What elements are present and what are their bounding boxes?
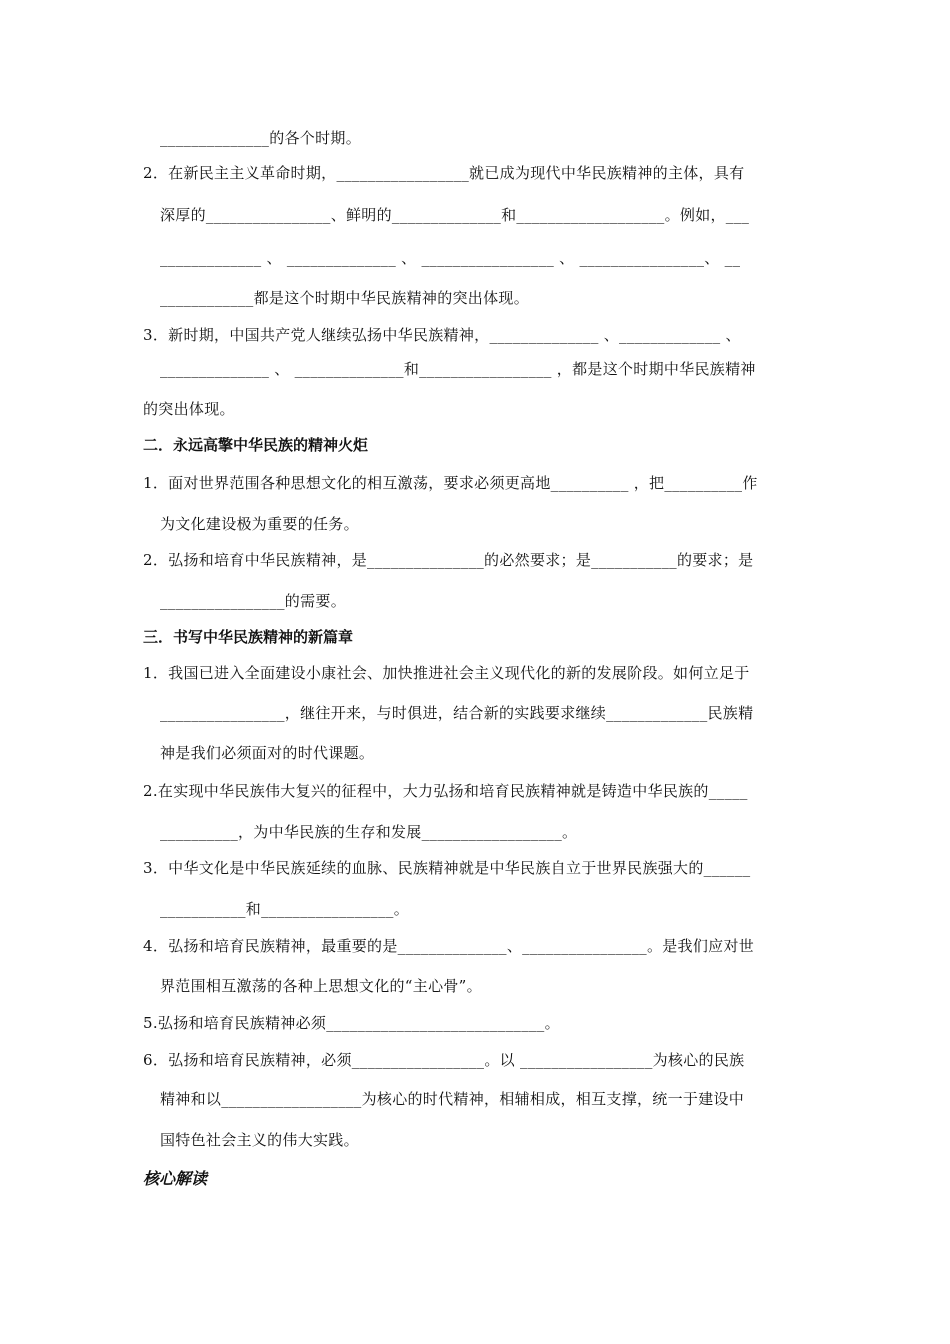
text-line: 2.在实现中华民族伟大复兴的征程中，大力弘扬和培育民族精神就是铸造中华民族的_____: [143, 782, 748, 800]
text-line: ________________，继往开来，与时俱进，结合新的实践要求继续_____________民族精: [160, 704, 754, 722]
text-line: 深厚的________________、鲜明的______________和___________________。例如，___: [160, 206, 750, 224]
section-heading-3: 三．书写中华民族精神的新篇章: [143, 628, 354, 646]
text-line: 6．弘扬和培育民族精神，必须_________________。以 _________________为核心的民族: [143, 1051, 745, 1069]
text-line: 精神和以__________________为核心的时代精神，相辅相成，相互支撑，统一于建设中: [160, 1090, 745, 1108]
text-line: 为文化建设极为重要的任务。: [160, 515, 359, 533]
text-line: 的突出体现。: [143, 400, 235, 418]
text-line: 国特色社会主义的伟大实践。: [160, 1131, 359, 1149]
text-line: __________，为中华民族的生存和发展__________________。: [160, 823, 578, 841]
text-line: 界范围相互激荡的各种上思想文化的“主心骨”。: [160, 977, 482, 995]
text-line: 3．新时期，中国共产党人继续弘扬中华民族精神，______________ 、_____________ 、: [143, 326, 741, 344]
text-line: _____________ 、 ______________ 、 _________________ 、 ________________、 __: [160, 249, 741, 267]
text-line: 2．在新民主主义革命时期，_________________就已成为现代中华民族精神的主体，具有: [143, 164, 745, 182]
text-line: 4．弘扬和培育民族精神，最重要的是______________、________________。是我们应对世: [143, 937, 755, 955]
core-interpretation-title: 核心解读: [143, 1169, 208, 1188]
text-line: 5.弘扬和培育民族精神必须____________________________。: [143, 1014, 560, 1032]
text-line: ____________都是这个时期中华民族精神的突出体现。: [160, 289, 530, 307]
text-line: 1．我国已进入全面建设小康社会、加快推进社会主义现代化的新的发展阶段。如何立足于: [143, 664, 750, 682]
text-line: ______________的各个时期。: [160, 129, 362, 147]
text-line: 2．弘扬和培育中华民族精神，是_______________的必然要求；是___________的要求；是: [143, 551, 754, 569]
text-line: 1．面对世界范围各种思想文化的相互激荡，要求必须更高地__________ ，把__________作: [143, 474, 758, 492]
text-line: ______________ 、 ______________和_________________ ，都是这个时期中华民族精神: [160, 360, 756, 378]
section-heading-2: 二．永远高擎中华民族的精神火炬: [143, 436, 369, 454]
text-line: 神是我们必须面对的时代课题。: [160, 744, 375, 762]
text-line: ________________的需要。: [160, 592, 347, 610]
text-line: 3．中华文化是中华民族延续的血脉、民族精神就是中华民族自立于世界民族强大的______: [143, 859, 751, 877]
text-line: ___________和_________________。: [160, 900, 409, 918]
